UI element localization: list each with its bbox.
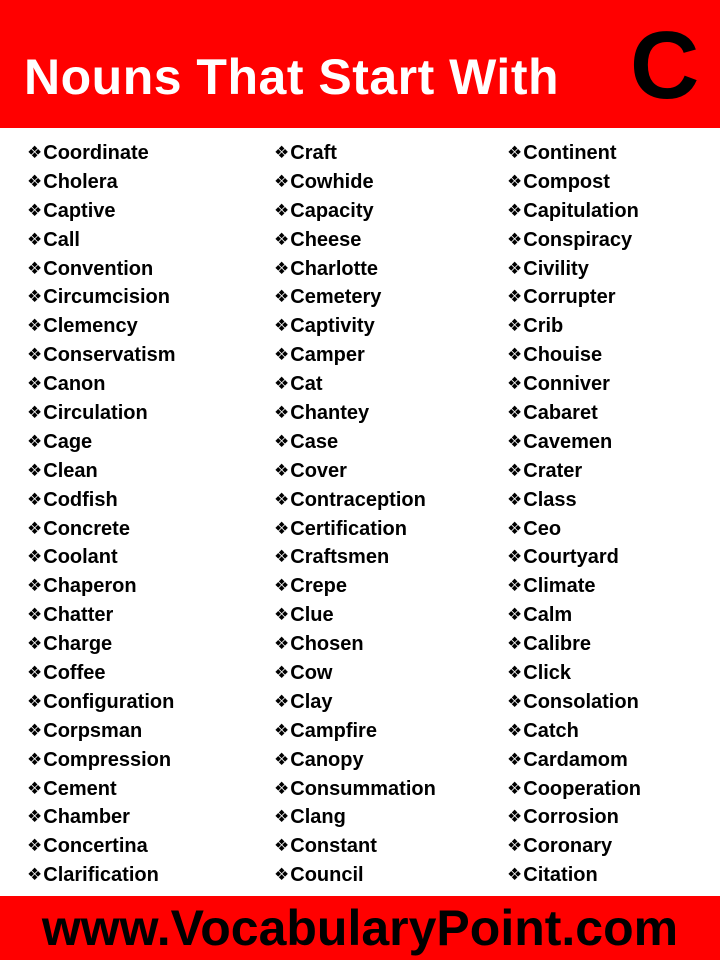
noun-text: Craftsmen — [290, 546, 390, 569]
diamond-bullet-icon: ❖ — [274, 836, 290, 857]
diamond-bullet-icon: ❖ — [507, 691, 523, 712]
diamond-bullet-icon: ❖ — [27, 547, 43, 568]
list-item — [27, 486, 176, 515]
list-item — [27, 283, 176, 312]
diamond-bullet-icon: ❖ — [27, 836, 43, 857]
noun-text: Compost — [523, 170, 610, 193]
diamond-bullet-icon: ❖ — [507, 345, 523, 366]
noun-text: Cooperation — [523, 777, 642, 800]
noun-text: Constant — [290, 835, 377, 858]
noun-text: Cat — [290, 373, 323, 396]
list-item — [27, 572, 176, 601]
diamond-bullet-icon: ❖ — [274, 171, 290, 192]
noun-text: Capitulation — [523, 199, 639, 222]
list-item — [507, 255, 641, 284]
diamond-bullet-icon: ❖ — [274, 287, 290, 308]
diamond-bullet-icon: ❖ — [507, 258, 523, 279]
noun-text: Calm — [523, 604, 573, 627]
diamond-bullet-icon: ❖ — [507, 836, 523, 857]
diamond-bullet-icon: ❖ — [27, 576, 43, 597]
noun-text: Codfish — [43, 488, 118, 511]
noun-text: Case — [290, 430, 339, 453]
list-item — [274, 803, 436, 832]
diamond-bullet-icon: ❖ — [274, 691, 290, 712]
list-item — [274, 283, 436, 312]
noun-text: Consolation — [523, 690, 639, 713]
noun-text: Cowhide — [290, 170, 374, 193]
diamond-bullet-icon: ❖ — [274, 316, 290, 337]
diamond-bullet-icon: ❖ — [27, 403, 43, 424]
list-item — [27, 688, 176, 717]
list-item — [274, 717, 436, 746]
noun-text: Cow — [290, 662, 333, 685]
list-item — [507, 861, 641, 890]
diamond-bullet-icon: ❖ — [27, 229, 43, 250]
diamond-bullet-icon: ❖ — [507, 547, 523, 568]
list-item — [507, 428, 641, 457]
diamond-bullet-icon: ❖ — [507, 518, 523, 539]
noun-text: Class — [523, 488, 577, 511]
noun-text: Corpsman — [43, 719, 143, 742]
noun-text: Chatter — [43, 604, 114, 627]
noun-text: Convention — [43, 257, 154, 280]
list-item — [274, 312, 436, 341]
diamond-bullet-icon: ❖ — [274, 576, 290, 597]
noun-text: Corrosion — [523, 806, 619, 829]
noun-text: Clean — [43, 459, 98, 482]
list-item — [27, 746, 176, 775]
noun-text: Crib — [523, 315, 564, 338]
list-item — [274, 428, 436, 457]
noun-text: Circumcision — [43, 286, 170, 309]
noun-text: Camper — [290, 344, 365, 367]
noun-text: Continent — [523, 142, 617, 164]
diamond-bullet-icon: ❖ — [507, 865, 523, 886]
noun-text: Circulation — [43, 402, 148, 425]
noun-text: Courtyard — [523, 546, 619, 569]
list-item — [274, 659, 436, 688]
noun-text: Coolant — [43, 546, 118, 569]
diamond-bullet-icon: ❖ — [27, 605, 43, 626]
noun-text: Clue — [290, 604, 334, 627]
list-item — [274, 139, 436, 168]
diamond-bullet-icon: ❖ — [27, 460, 43, 481]
diamond-bullet-icon: ❖ — [27, 489, 43, 510]
noun-text: Civility — [523, 257, 589, 280]
list-item — [507, 457, 641, 486]
noun-text: Clemency — [43, 315, 138, 338]
diamond-bullet-icon: ❖ — [27, 749, 43, 770]
diamond-bullet-icon: ❖ — [274, 778, 290, 799]
diamond-bullet-icon: ❖ — [274, 663, 290, 684]
diamond-bullet-icon: ❖ — [507, 749, 523, 770]
noun-text: Charge — [43, 633, 113, 656]
noun-text: Campfire — [290, 719, 377, 742]
list-item — [27, 168, 176, 197]
diamond-bullet-icon: ❖ — [274, 749, 290, 770]
list-item — [507, 370, 641, 399]
diamond-bullet-icon: ❖ — [274, 200, 290, 221]
noun-text: Captive — [43, 199, 116, 222]
noun-text: Captivity — [290, 315, 375, 338]
diamond-bullet-icon: ❖ — [507, 778, 523, 799]
noun-text: Chouise — [523, 344, 603, 367]
list-item — [274, 688, 436, 717]
noun-text: Canon — [43, 373, 106, 396]
noun-text: Consummation — [290, 777, 436, 800]
diamond-bullet-icon: ❖ — [274, 865, 290, 886]
noun-text: Coronary — [523, 835, 613, 858]
noun-text: Click — [523, 662, 572, 685]
diamond-bullet-icon: ❖ — [507, 720, 523, 741]
list-item — [507, 832, 641, 861]
word-column-1 — [27, 139, 176, 890]
diamond-bullet-icon: ❖ — [27, 807, 43, 828]
diamond-bullet-icon: ❖ — [27, 374, 43, 395]
list-item — [274, 630, 436, 659]
diamond-bullet-icon: ❖ — [27, 316, 43, 337]
list-item — [274, 399, 436, 428]
noun-text: Clang — [290, 806, 346, 829]
diamond-bullet-icon: ❖ — [507, 171, 523, 192]
noun-text: Crater — [523, 459, 583, 482]
diamond-bullet-icon: ❖ — [274, 258, 290, 279]
list-item — [507, 543, 641, 572]
diamond-bullet-icon: ❖ — [507, 143, 523, 163]
diamond-bullet-icon: ❖ — [27, 691, 43, 712]
diamond-bullet-icon: ❖ — [27, 663, 43, 684]
list-item — [274, 255, 436, 284]
list-item — [27, 803, 176, 832]
diamond-bullet-icon: ❖ — [274, 720, 290, 741]
noun-text: Coordinate — [43, 142, 149, 164]
diamond-bullet-icon: ❖ — [507, 489, 523, 510]
noun-text: Concrete — [43, 517, 130, 540]
diamond-bullet-icon: ❖ — [274, 345, 290, 366]
diamond-bullet-icon: ❖ — [507, 807, 523, 828]
diamond-bullet-icon: ❖ — [507, 403, 523, 424]
title-letter: C — [630, 12, 700, 119]
diamond-bullet-icon: ❖ — [507, 576, 523, 597]
noun-text: Clay — [290, 690, 333, 713]
noun-text: Cover — [290, 459, 347, 482]
noun-text: Catch — [523, 719, 579, 742]
noun-text: Council — [290, 864, 364, 887]
diamond-bullet-icon: ❖ — [27, 431, 43, 452]
list-item — [274, 832, 436, 861]
list-item — [507, 601, 641, 630]
noun-text: Certification — [290, 517, 407, 540]
diamond-bullet-icon: ❖ — [27, 518, 43, 539]
diamond-bullet-icon: ❖ — [274, 143, 290, 163]
diamond-bullet-icon: ❖ — [274, 605, 290, 626]
noun-text: Configuration — [43, 690, 175, 713]
noun-text: Corrupter — [523, 286, 616, 309]
diamond-bullet-icon: ❖ — [507, 287, 523, 308]
list-item — [27, 543, 176, 572]
diamond-bullet-icon: ❖ — [27, 865, 43, 886]
noun-text: Calibre — [523, 633, 592, 656]
diamond-bullet-icon: ❖ — [507, 605, 523, 626]
diamond-bullet-icon: ❖ — [274, 547, 290, 568]
list-item — [507, 803, 641, 832]
diamond-bullet-icon: ❖ — [274, 634, 290, 655]
noun-text: Canopy — [290, 748, 364, 771]
list-item — [27, 370, 176, 399]
noun-text: Cardamom — [523, 748, 628, 771]
list-item — [274, 370, 436, 399]
list-item — [27, 197, 176, 226]
diamond-bullet-icon: ❖ — [274, 431, 290, 452]
list-item — [274, 746, 436, 775]
noun-text: Call — [43, 228, 80, 251]
list-item — [507, 168, 641, 197]
diamond-bullet-icon: ❖ — [27, 287, 43, 308]
noun-text: Capacity — [290, 199, 374, 222]
noun-text: Cabaret — [523, 402, 598, 425]
noun-text: Coffee — [43, 662, 106, 685]
noun-text: Concertina — [43, 835, 148, 858]
list-item — [507, 486, 641, 515]
list-item — [27, 601, 176, 630]
diamond-bullet-icon: ❖ — [507, 316, 523, 337]
noun-text: Craft — [290, 142, 337, 164]
diamond-bullet-icon: ❖ — [27, 345, 43, 366]
website-url: www.VocabularyPoint.com — [41, 900, 679, 956]
page-title: Nouns That Start With — [24, 49, 560, 105]
diamond-bullet-icon: ❖ — [27, 171, 43, 192]
noun-text: Clarification — [43, 864, 159, 887]
list-item — [274, 861, 436, 890]
list-item — [27, 399, 176, 428]
list-item — [274, 168, 436, 197]
word-column-3 — [507, 139, 641, 890]
list-item — [507, 312, 641, 341]
noun-text: Climate — [523, 575, 596, 598]
noun-text: Chantey — [290, 402, 370, 425]
list-item — [27, 226, 176, 255]
list-item — [274, 486, 436, 515]
list-item — [274, 775, 436, 804]
diamond-bullet-icon: ❖ — [27, 634, 43, 655]
list-item — [274, 226, 436, 255]
list-item — [507, 775, 641, 804]
diamond-bullet-icon: ❖ — [507, 200, 523, 221]
list-item — [27, 717, 176, 746]
noun-text: Cage — [43, 430, 93, 453]
list-item — [507, 746, 641, 775]
list-item — [27, 861, 176, 890]
diamond-bullet-icon: ❖ — [27, 720, 43, 741]
list-item — [507, 630, 641, 659]
diamond-bullet-icon: ❖ — [27, 778, 43, 799]
noun-text: Conspiracy — [523, 228, 633, 251]
list-item — [274, 543, 436, 572]
diamond-bullet-icon: ❖ — [274, 229, 290, 250]
list-item — [274, 572, 436, 601]
noun-text: Crepe — [290, 575, 347, 598]
diamond-bullet-icon: ❖ — [507, 229, 523, 250]
list-item — [507, 341, 641, 370]
word-column-2 — [274, 139, 436, 890]
list-item — [507, 572, 641, 601]
noun-text: Chaperon — [43, 575, 137, 598]
noun-text: Compression — [43, 748, 172, 771]
list-item — [27, 457, 176, 486]
diamond-bullet-icon: ❖ — [274, 374, 290, 395]
noun-text: Cement — [43, 777, 117, 800]
list-item — [274, 197, 436, 226]
noun-text: Contraception — [290, 488, 426, 511]
list-item — [274, 515, 436, 544]
noun-text: Citation — [523, 864, 598, 887]
noun-text: Conservatism — [43, 344, 176, 367]
footer-banner — [0, 896, 720, 960]
diamond-bullet-icon: ❖ — [507, 663, 523, 684]
list-item — [274, 601, 436, 630]
noun-text: Charlotte — [290, 257, 379, 280]
list-item — [27, 775, 176, 804]
noun-text: Chamber — [43, 806, 130, 829]
list-item — [507, 399, 641, 428]
list-item — [507, 197, 641, 226]
list-item — [507, 139, 641, 168]
diamond-bullet-icon: ❖ — [507, 634, 523, 655]
noun-text: Cholera — [43, 170, 118, 193]
list-item — [507, 283, 641, 312]
diamond-bullet-icon: ❖ — [274, 807, 290, 828]
diamond-bullet-icon: ❖ — [27, 143, 43, 163]
noun-text: Conniver — [523, 373, 610, 396]
diamond-bullet-icon: ❖ — [274, 489, 290, 510]
diamond-bullet-icon: ❖ — [507, 460, 523, 481]
list-item — [27, 659, 176, 688]
list-item — [27, 341, 176, 370]
noun-text: Cavemen — [523, 430, 613, 453]
diamond-bullet-icon: ❖ — [274, 403, 290, 424]
list-item — [507, 659, 641, 688]
diamond-bullet-icon: ❖ — [507, 374, 523, 395]
list-item — [507, 226, 641, 255]
diamond-bullet-icon: ❖ — [27, 258, 43, 279]
list-item — [507, 688, 641, 717]
noun-text: Cemetery — [290, 286, 382, 309]
list-item — [507, 515, 641, 544]
header-banner — [0, 0, 720, 128]
noun-text: Ceo — [523, 517, 562, 540]
list-item — [27, 312, 176, 341]
word-list — [0, 139, 720, 891]
diamond-bullet-icon: ❖ — [27, 200, 43, 221]
list-item — [27, 428, 176, 457]
list-item — [27, 832, 176, 861]
list-item — [27, 630, 176, 659]
noun-text: Chosen — [290, 633, 364, 656]
list-item — [27, 139, 176, 168]
list-item — [274, 341, 436, 370]
list-item — [27, 515, 176, 544]
diamond-bullet-icon: ❖ — [507, 431, 523, 452]
list-item — [274, 457, 436, 486]
list-item — [27, 255, 176, 284]
list-item — [507, 717, 641, 746]
diamond-bullet-icon: ❖ — [274, 518, 290, 539]
diamond-bullet-icon: ❖ — [274, 460, 290, 481]
noun-text: Cheese — [290, 228, 362, 251]
